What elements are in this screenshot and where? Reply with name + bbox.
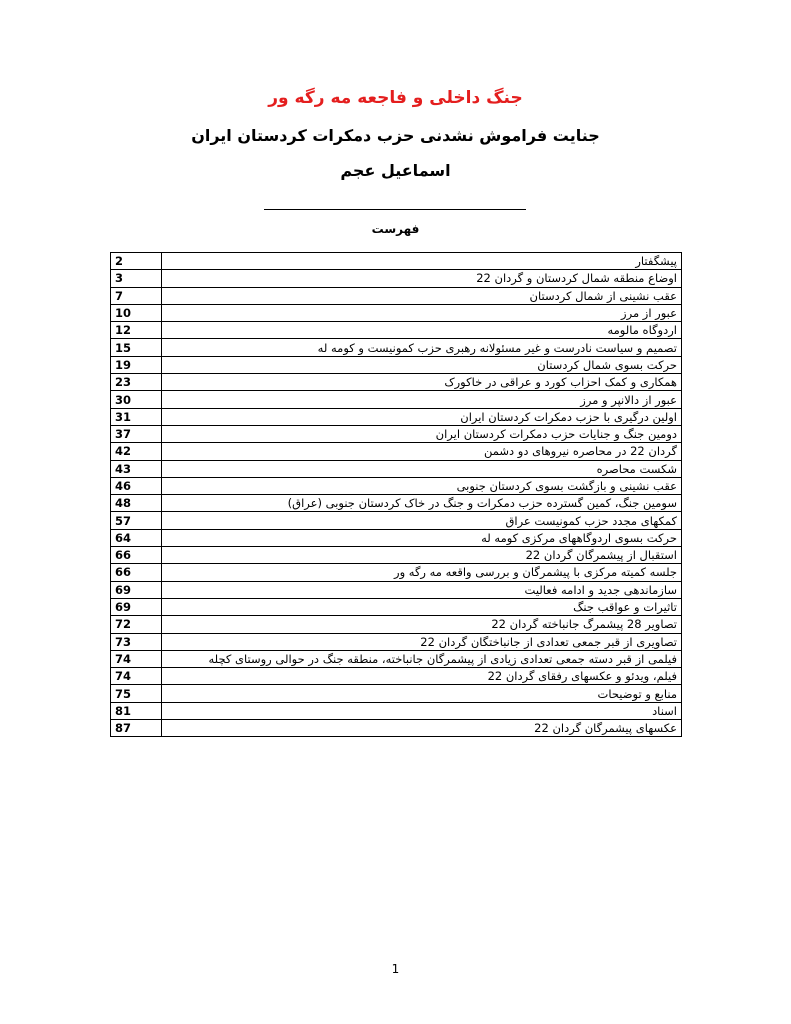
table-row (111, 287, 682, 304)
table-row (111, 408, 682, 425)
toc-entry-title: همکاری و کمک احزاب کورد و عراقی در خاکورک (162, 374, 682, 391)
toc-entry-title: گردان 22 در محاصره نیروهای دو دشمن (162, 443, 682, 460)
toc-page-number: 10 (111, 304, 162, 321)
page-number: 1 (391, 962, 400, 976)
toc-page-number: 64 (111, 529, 162, 546)
toc-page-number: 3 (111, 270, 162, 287)
table-row (111, 685, 682, 702)
toc-page-number: 46 (111, 477, 162, 494)
toc-page-number: 23 (111, 374, 162, 391)
toc-page-number: 48 (111, 495, 162, 512)
toc-entry-title: پیشگفتار (162, 253, 682, 270)
toc-body (111, 253, 682, 737)
toc-entry-title: تصاویری از قبر جمعی تعدادی از جانباختگان گردان 22 (162, 633, 682, 650)
toc-entry-title: استقبال از پیشمرگان گردان 22 (162, 547, 682, 564)
table-row (111, 425, 682, 442)
table-row (111, 460, 682, 477)
toc-page-number: 72 (111, 616, 162, 633)
toc-entry-title: سومین جنگ، کمین گسترده حزب دمکرات و جنگ در خاک کردستان جنوبی (عراق) (162, 495, 682, 512)
table-row (111, 356, 682, 373)
toc-page-number: 12 (111, 322, 162, 339)
table-row (111, 391, 682, 408)
toc-entry-title: اسناد (162, 702, 682, 719)
toc-page-number: 37 (111, 425, 162, 442)
toc-entry-title: حرکت بسوی شمال کردستان (162, 356, 682, 373)
toc-entry-title: فیلم، ویدئو و عکسهای رفقای گردان 22 (162, 668, 682, 685)
author-name: اسماعیل عجم (340, 161, 451, 180)
table-row (111, 547, 682, 564)
toc-entry-title: عقب نشینی از شمال کردستان (162, 287, 682, 304)
table-row (111, 304, 682, 321)
table-row (111, 529, 682, 546)
table-row (111, 616, 682, 633)
toc-page-number: 74 (111, 650, 162, 667)
table-row (111, 720, 682, 737)
toc-entry-title: حرکت بسوی اردوگاههای مرکزی کومه له (162, 529, 682, 546)
toc-entry-title: اولین درگیری با حزب دمکرات کردستان ایران (162, 408, 682, 425)
toc-page-number: 19 (111, 356, 162, 373)
toc-page-number: 43 (111, 460, 162, 477)
toc-page-number: 57 (111, 512, 162, 529)
toc-entry-title: عکسهای پیشمرگان گردان 22 (162, 720, 682, 737)
toc-page-number: 42 (111, 443, 162, 460)
table-row (111, 495, 682, 512)
toc-entry-title: جلسه کمیته مرکزی با پیشمرگان و بررسی واقعه مه رگه ور (162, 564, 682, 581)
table-row (111, 633, 682, 650)
toc-entry-title: دومین جنگ و جنایات حزب دمکرات کردستان ایران (162, 425, 682, 442)
toc-entry-title: اردوگاه مالومه (162, 322, 682, 339)
toc-entry-title: تصمیم و سیاست نادرست و غیر مسئولانه رهبری حزب کمونیست و کومه له (162, 339, 682, 356)
toc-page-number: 75 (111, 685, 162, 702)
table-row (111, 322, 682, 339)
toc-page-number: 30 (111, 391, 162, 408)
table-row (111, 477, 682, 494)
table-of-contents (110, 252, 682, 737)
toc-entry-title: اوضاع منطقه شمال کردستان و گردان 22 (162, 270, 682, 287)
table-row (111, 253, 682, 270)
toc-page-number: 81 (111, 702, 162, 719)
title-divider (264, 209, 526, 210)
toc-entry-title: منابع و توضیحات (162, 685, 682, 702)
toc-entry-title: عبور از دالانپر و مرز (162, 391, 682, 408)
toc-page-number: 69 (111, 581, 162, 598)
table-row (111, 668, 682, 685)
toc-entry-title: تصاویر 28 پیشمرگ جانباخته گردان 22 (162, 616, 682, 633)
toc-page-number: 74 (111, 668, 162, 685)
table-row (111, 512, 682, 529)
toc-page-number: 66 (111, 564, 162, 581)
toc-entry-title: فیلمی از قبر دسته جمعی تعدادی زیادی از پیشمرگان جانباخته، منطقه جنگ در حوالی روستای کچله (162, 650, 682, 667)
table-row (111, 270, 682, 287)
toc-entry-title: عقب نشینی و بازگشت بسوی کردستان جنوبی (162, 477, 682, 494)
table-row (111, 702, 682, 719)
toc-page-number: 2 (111, 253, 162, 270)
table-row (111, 374, 682, 391)
toc-entry-title: سازماندهی جدید و ادامه فعالیت (162, 581, 682, 598)
toc-entry-title: تاثیرات و عواقب جنگ (162, 598, 682, 615)
toc-page-number: 73 (111, 633, 162, 650)
table-row (111, 339, 682, 356)
document-subtitle: جنایت فراموش نشدنی حزب دمکرات کردستان ایران (191, 126, 600, 145)
toc-page-number: 69 (111, 598, 162, 615)
toc-page-number: 87 (111, 720, 162, 737)
toc-page-number: 66 (111, 547, 162, 564)
toc-entry-title: شکست محاصره (162, 460, 682, 477)
toc-heading: فهرست (371, 222, 420, 236)
toc-page-number: 7 (111, 287, 162, 304)
table-row (111, 581, 682, 598)
table-row (111, 443, 682, 460)
table-row (111, 650, 682, 667)
toc-entry-title: عبور از مرز (162, 304, 682, 321)
table-row (111, 564, 682, 581)
toc-page-number: 31 (111, 408, 162, 425)
table-row (111, 598, 682, 615)
document-title: جنگ داخلی و فاجعه مه رگه ور (268, 88, 523, 108)
toc-page-number: 15 (111, 339, 162, 356)
toc-entry-title: کمکهای مجدد حزب کمونیست عراق (162, 512, 682, 529)
